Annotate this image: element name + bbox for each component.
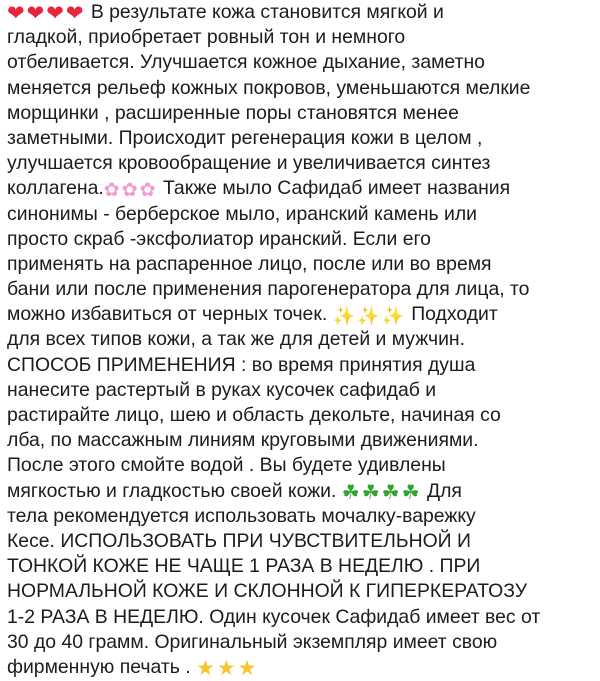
text-segment: Также мыло Сафидаб имеет названия [162, 177, 511, 200]
cherry-blossom-icon: ✿ [121, 179, 138, 202]
red-heart-icon: ❤ [7, 1, 25, 25]
text-segment: можно избавиться от черных точек. [7, 303, 328, 326]
party-popper-icon: ✨ [332, 306, 356, 328]
red-heart-icon: ❤ [65, 1, 84, 25]
shamrock-icon: ☘ [361, 479, 380, 504]
text-line [7, 302, 582, 327]
text-line [7, 0, 582, 25]
text-line: 30 до 40 грамм. Оригинальный экземпляр имеет свою [7, 630, 498, 653]
text-line: ТОНКОЙ КОЖЕ НЕ ЧАЩЕ 1 РАЗА В НЕДЕЛЮ . ПРИ [7, 555, 481, 578]
text-line: заметными. Происходит регенерация кожи в целом , [7, 126, 483, 149]
shamrock-icon: ☘ [401, 479, 420, 504]
shamrock-icon: ☘ [341, 479, 360, 504]
red-heart-icon: ❤ [26, 1, 45, 25]
text-line: тела рекомендуется использовать мочалку-варежку [7, 504, 476, 527]
text-segment: Подходит [411, 303, 498, 326]
text-line: применять на распаренное лицо, после или во время [7, 252, 492, 275]
text-line: нанесите растертый в руках кусочек сафидаб и [7, 378, 437, 401]
text-line: лба, по массажным линиям круговыми движениями. [7, 429, 479, 452]
text-segment: мягкостью и гладкостью своей кожи. [7, 479, 337, 502]
glowing-star-icon: ★ [195, 655, 215, 680]
text-line: НОРМАЛЬНОЙ КОЖЕ И СКЛОННОЙ К ГИПЕРКЕРАТОЗУ [7, 580, 528, 603]
text-segment: Для [426, 479, 462, 502]
text-segment: фирменную печать . [7, 655, 191, 678]
text-segment: коллагена. [7, 177, 104, 200]
text-line: гладкой, приобретает ровный тон и немного [7, 26, 406, 49]
shamrock-icon: ☘ [381, 479, 400, 504]
text-line: для всех типов кожи, а так же для детей и мужчин. [7, 328, 465, 351]
text-line: просто скраб -эксфолиатор иранский. Если его [7, 227, 431, 250]
text-line: растирайте лицо, шею и область декольте, начиная со [7, 404, 501, 426]
text-segment: В результате кожа становится мягкой и [90, 1, 444, 23]
text-line [7, 655, 582, 680]
cherry-blossom-icon: ✿ [103, 179, 120, 202]
text-line: 1-2 РАЗА В НЕДЕЛЮ. Один кусочек Сафидаб имеет вес от [7, 605, 541, 628]
text-line: отбеливается. Улучшается кожное дыхание, заметно [7, 51, 485, 74]
text-line: меняется рельеф кожных покровов, уменьшаются мелкие [7, 76, 531, 99]
party-popper-icon: ✨ [357, 306, 380, 328]
text-line: Кесе. ИСПОЛЬЗОВАТЬ ПРИ ЧУВСТВИТЕЛЬНОЙ И [7, 529, 471, 552]
text-line: морщинки , расширенные поры становятся менее [7, 101, 459, 124]
cherry-blossom-icon: ✿ [139, 179, 156, 202]
glowing-star-icon: ★ [237, 655, 257, 680]
text-line [7, 479, 582, 504]
text-line: После этого смойте водой . Вы будете удивлены [7, 454, 446, 477]
glowing-star-icon: ★ [216, 655, 236, 680]
party-popper-icon: ✨ [381, 306, 404, 328]
text-line: СПОСОБ ПРИМЕНЕНИЯ : во время принятия душа [7, 353, 476, 376]
text-line: бани или после применения парогенератора для лица, то [7, 278, 530, 301]
text-line: улучшается кровообращение и увеличивается синтез [7, 152, 491, 175]
text-line [7, 176, 582, 201]
text-line: синонимы - берберское мыло, иранский камень или [7, 202, 478, 225]
red-heart-icon: ❤ [46, 1, 64, 25]
